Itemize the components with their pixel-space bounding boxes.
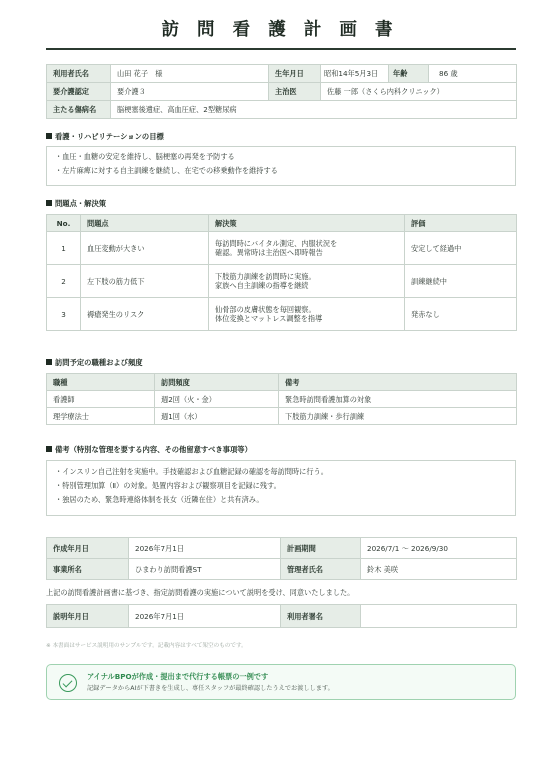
goals-box	[46, 146, 516, 186]
created-value: 2026年7月1日	[129, 538, 281, 559]
issues-col-eval: 評価	[405, 215, 517, 232]
issue-problem: 褥瘡発生のリスク	[81, 298, 209, 331]
visit-note: 緊急時訪問看護加算の対象	[279, 391, 517, 408]
goals-section	[46, 132, 516, 186]
goal-item: ・血圧・血糖の安定を維持し、脳梗塞の再発を予防する	[55, 152, 235, 162]
issues-col-no: No.	[47, 215, 81, 232]
patient-name: 山田 花子 様	[111, 65, 269, 83]
goals-title: 看護・リハビリテーションの目標	[55, 132, 164, 141]
explain-date-label: 説明年月日	[47, 605, 129, 628]
issues-title: 問題点・解決策	[55, 199, 107, 208]
issue-problem: 血圧変動が大きい	[81, 232, 209, 265]
doctor-label: 主治医	[269, 83, 321, 101]
issues-section	[46, 199, 516, 331]
goals-heading	[46, 132, 516, 141]
remarks-heading	[46, 445, 516, 454]
visit-note: 下肢筋力訓練・歩行訓練	[279, 408, 517, 425]
remark-item: ・インスリン自己注射を実施中。手技確認および血糖記録の確認を毎訪問時に行う。	[55, 467, 328, 477]
promo-body: 記録データからAIが下書きを生成し、専任スタッフが最終確認したうえでお渡しします。	[87, 685, 334, 692]
visits-col-role: 職種	[47, 374, 155, 391]
issue-solution-line: 確認。異常時は主治医へ即時報告	[215, 248, 323, 258]
age-label: 年齢	[389, 65, 429, 83]
issue-solution-line: 体位変換とマットレス調整を指導	[215, 314, 323, 324]
period-label: 計画期間	[281, 538, 361, 559]
check-circle-icon	[59, 674, 77, 692]
table-row	[47, 391, 517, 408]
care-level-label: 要介護認定	[47, 83, 111, 101]
consent-sign	[46, 604, 516, 628]
age-value: 86 歳	[429, 65, 517, 83]
issue-eval: 訓練継続中	[405, 265, 517, 298]
visit-role: 理学療法士	[47, 408, 155, 425]
issue-eval: 発赤なし	[405, 298, 517, 331]
visits-heading	[46, 358, 516, 367]
visit-freq: 週2回（火・金）	[155, 391, 279, 408]
consent-text: 上記の訪問看護計画書に基づき、指定訪問看護の実施について説明を受け、同意いたしました。	[46, 588, 355, 597]
explain-date-value: 2026年7月1日	[129, 605, 281, 628]
visit-freq: 週1回（水）	[155, 408, 279, 425]
dob-label: 生年月日	[269, 65, 321, 83]
goal-item: ・左片麻痺に対する自主訓練を継続し、在宅での移乗動作を維持する	[55, 166, 278, 176]
dob-value: 昭和14年5月3日	[321, 65, 389, 83]
issue-no: 3	[47, 298, 81, 331]
visits-title: 訪問予定の職種および頻度	[55, 358, 143, 367]
promo-banner	[46, 664, 516, 700]
visits-col-freq: 訪問頻度	[155, 374, 279, 391]
issues-col-problem: 問題点	[81, 215, 209, 232]
issue-solution-line: 仙骨部の皮膚状態を毎回観察。	[215, 305, 316, 315]
created-label: 作成年月日	[47, 538, 129, 559]
plan-info	[46, 537, 516, 580]
issue-solution-line: 家族へ自主訓練の指導を継続	[215, 281, 309, 291]
manager-label: 管理者氏名	[281, 559, 361, 580]
issue-no: 1	[47, 232, 81, 265]
remarks-section	[46, 445, 516, 516]
patient-info	[46, 64, 516, 119]
user-sign-field[interactable]	[361, 605, 517, 628]
office-value: ひまわり訪問看護ST	[129, 559, 281, 580]
document-title: 訪 問 看 護 計 画 書	[161, 20, 399, 40]
table-row	[47, 298, 517, 331]
period-value: 2026/7/1 ～ 2026/9/30	[361, 538, 517, 559]
issue-eval: 安定して経過中	[405, 232, 517, 265]
table-row	[47, 408, 517, 425]
issues-heading	[46, 199, 516, 208]
table-row	[47, 265, 517, 298]
care-level: 要介護３	[111, 83, 269, 101]
title-divider	[46, 48, 516, 50]
visits-col-note: 備考	[279, 374, 517, 391]
disease-value: 脳梗塞後遺症、高血圧症、2型糖尿病	[111, 101, 517, 119]
issue-solution-line: 毎訪問時にバイタル測定、内服状況を	[215, 239, 338, 249]
visits-section	[46, 358, 516, 425]
table-row	[47, 232, 517, 265]
issue-solution-line: 下肢筋力訓練を訪問時に実施。	[215, 272, 316, 282]
visit-role: 看護師	[47, 391, 155, 408]
manager-value: 鈴木 美咲	[361, 559, 517, 580]
remarks-box	[46, 460, 516, 516]
remarks-title: 備考（特別な管理を要する内容、その他留意すべき事項等）	[55, 445, 252, 454]
disease-label: 主たる傷病名	[47, 101, 111, 119]
doctor-value: 佐藤 一郎（さくら内科クリニック）	[321, 83, 517, 101]
issues-col-solution: 解決策	[209, 215, 405, 232]
promo-title: アイナルBPOが作成・提出まで代行する帳票の一例です	[87, 672, 269, 681]
issue-problem: 左下肢の筋力低下	[81, 265, 209, 298]
sample-note: ※ 本書面はサービス説明用のサンプルです。記載内容はすべて架空のものです。	[46, 643, 247, 649]
remark-item: ・特別管理加算（Ⅱ）の対象。処置内容および観察項目を記録に残す。	[55, 481, 281, 491]
patient-name-label: 利用者氏名	[47, 65, 111, 83]
issue-no: 2	[47, 265, 81, 298]
user-sign-label: 利用者署名	[281, 605, 361, 628]
remark-item: ・独居のため、緊急時連絡体制を長女（近隣在住）と共有済み。	[55, 495, 264, 505]
office-label: 事業所名	[47, 559, 129, 580]
